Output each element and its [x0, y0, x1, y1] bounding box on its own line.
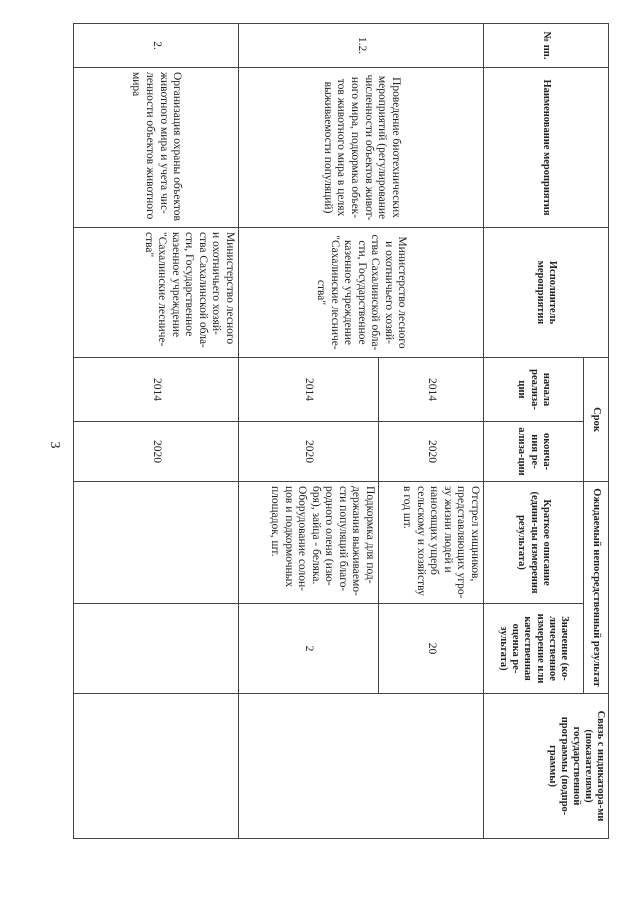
- rotated-sheet: [92, 23, 609, 838]
- row-result-desc: Подкормка для под-держания выживаемо-сти популяций благо-родного оленя (изю-бря), зайца - беляка. Оборудование солон-цов и подкормочных площадок, шт.: [239, 482, 379, 604]
- row-end: 2020: [239, 422, 379, 482]
- table-row: [74, 24, 239, 839]
- header-indicator: Связь с индикатора-ми (показателями) государственной программы (подпро-граммы): [484, 694, 609, 839]
- row-result-desc: [74, 482, 239, 604]
- header-executor: Исполнитель мероприятия: [484, 228, 609, 358]
- row-num: 1.2.: [239, 24, 484, 68]
- header-name: Наименование мероприятия: [484, 68, 609, 228]
- row-start: 2014: [379, 358, 484, 422]
- row-indicator: [74, 694, 239, 839]
- header-term-start: начала реализа-ции: [484, 358, 584, 422]
- row-start: 2014: [239, 358, 379, 422]
- row-indicator: [239, 694, 484, 839]
- row-executor: Министерство лесного и охотничьего хозяй-ства Сахалинской обла-сти, Государственное казенное учреждение "Сахалинские лесниче-ства": [239, 228, 484, 358]
- row-result-value: [74, 604, 239, 694]
- measures-table: [73, 23, 609, 839]
- row-end: 2020: [74, 422, 239, 482]
- row-end: 2020: [379, 422, 484, 482]
- row-num: 2.: [74, 24, 239, 68]
- row-result-value: 20: [379, 604, 484, 694]
- header-row-1: [584, 24, 609, 839]
- header-term-end: оконча-ния ре-ализа-ции: [484, 422, 584, 482]
- row-start: 2014: [74, 358, 239, 422]
- header-expected: Ожидаемый непосредственный результат: [584, 482, 609, 694]
- header-term: Срок: [584, 358, 609, 482]
- header-result-desc: Краткое описание (едини-цы измерения результата): [484, 482, 584, 604]
- row-name: Организация охраны объектов животного мира и учета чис-ленности объектов животного мира: [74, 68, 239, 228]
- table-row: [379, 24, 484, 839]
- row-result-value: 2: [239, 604, 379, 694]
- row-result-desc: Отстрел хищников, представляющих угро-зу жизни людей и наносящих ущерб сельскому и хозяйству в год шт.: [379, 482, 484, 604]
- header-num: № пп.: [484, 24, 609, 68]
- row-executor: Министерство лесного и охотничьего хозяй-ства Сахалинской обла-сти, Государственное казенное учреждение "Сахалинские лесниче-ства": [74, 228, 239, 358]
- row-name: Проведение биотехнических мероприятий (регулирование численности объектов живот-ного мира, подкормка объек-тов животного мира в целях выживаемости популяций): [239, 68, 484, 228]
- page-number: 3: [47, 441, 62, 449]
- header-result-value: Значение (ко-личественное измерение или качественная оценка ре-зультата): [484, 604, 584, 694]
